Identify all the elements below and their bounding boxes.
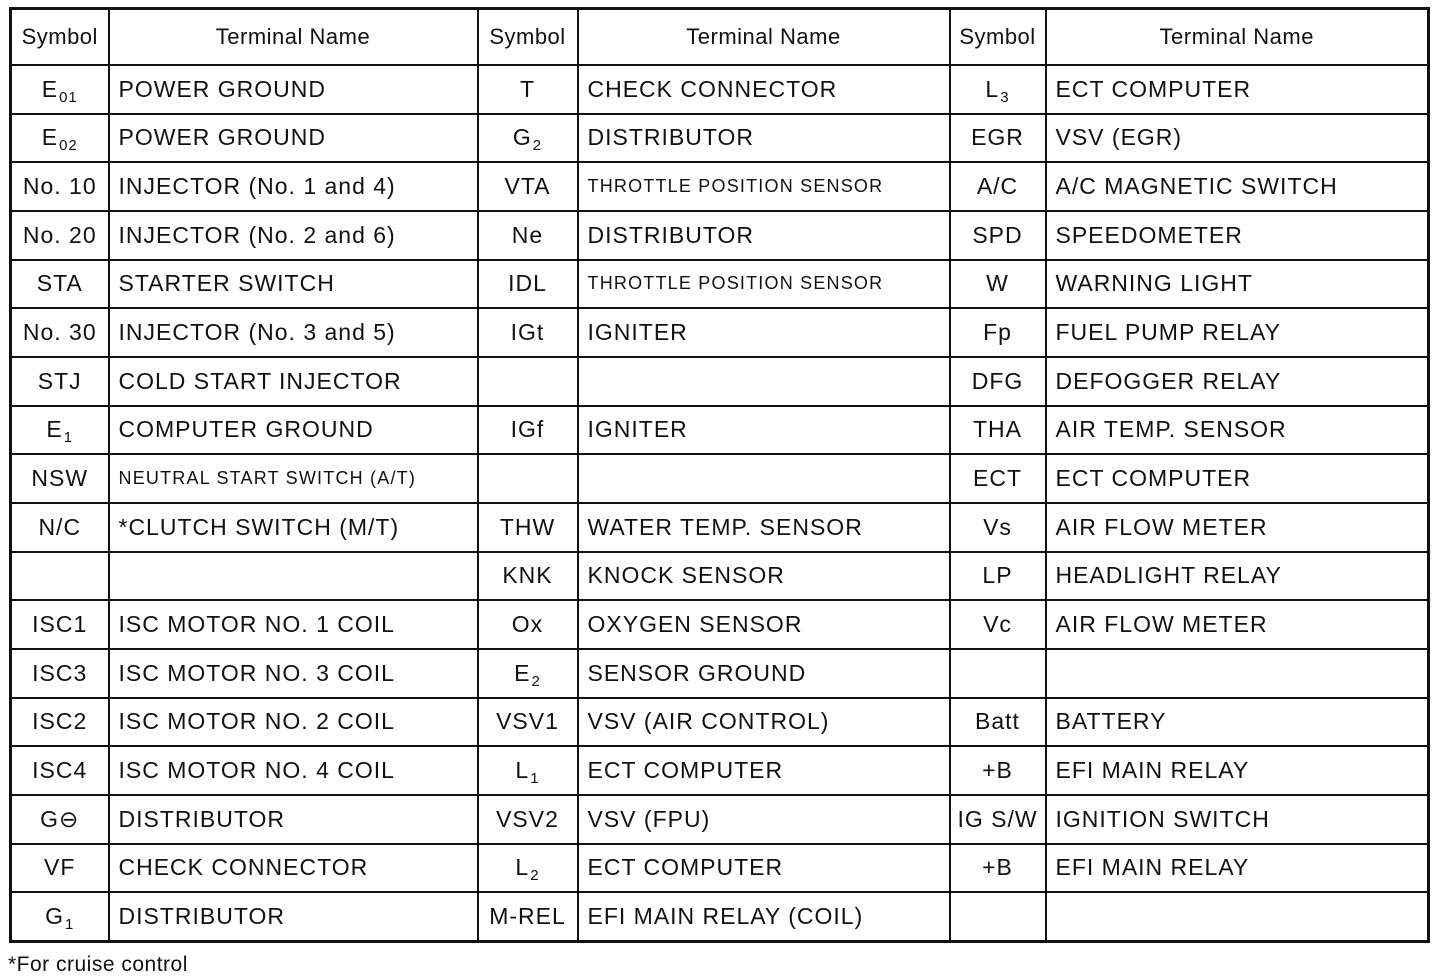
symbol-cell	[11, 649, 109, 698]
table-row	[11, 892, 1429, 941]
symbol-subscript: 2	[531, 672, 541, 690]
terminal-name-cell: KNOCK SENSOR	[578, 552, 950, 601]
symbol-cell	[11, 211, 109, 260]
terminal-name-cell: OXYGEN SENSOR	[578, 600, 950, 649]
symbol-text: IGt	[510, 319, 545, 346]
symbol-text: IGf	[510, 416, 545, 443]
symbol-subscript: 2	[532, 137, 543, 155]
terminal-name-cell: ISC MOTOR NO. 1 COIL	[109, 600, 478, 649]
terminal-name-cell: WATER TEMP. SENSOR	[578, 503, 950, 552]
footnote: *For cruise control	[8, 953, 188, 976]
symbol-text: E	[41, 124, 59, 151]
symbol-cell	[11, 406, 109, 455]
symbol-text: NSW	[31, 465, 89, 492]
symbol-cell	[950, 114, 1046, 163]
symbol-cell	[478, 746, 578, 795]
symbol-cell	[950, 795, 1046, 844]
table-row	[11, 552, 1429, 601]
terminal-name-cell: FUEL PUMP RELAY	[1046, 308, 1429, 357]
symbol-cell	[11, 600, 109, 649]
symbol-cell	[950, 892, 1046, 941]
terminal-name-cell: IGNITION SWITCH	[1046, 795, 1429, 844]
symbol-text: ISC1	[32, 611, 88, 638]
terminal-name-cell: ISC MOTOR NO. 3 COIL	[109, 649, 478, 698]
terminal-name-cell: DEFOGGER RELAY	[1046, 357, 1429, 406]
terminal-name-cell: ECT COMPUTER	[578, 746, 950, 795]
terminal-name-cell: AIR TEMP. SENSOR	[1046, 406, 1429, 455]
symbol-text: Fp	[983, 319, 1012, 346]
symbol-text: Ox	[511, 611, 544, 638]
terminal-name-cell: BATTERY	[1046, 698, 1429, 747]
symbol-subscript: 01	[59, 88, 78, 106]
terminal-name-cell: STARTER SWITCH	[109, 260, 478, 309]
terminal-name-cell: POWER GROUND	[109, 114, 478, 163]
symbol-text: VSV1	[496, 708, 559, 735]
col-header-terminal-name: Terminal Name	[1046, 9, 1429, 66]
symbol-text: E	[41, 75, 59, 102]
symbol-text: SPD	[972, 221, 1023, 248]
terminal-name-cell: CHECK CONNECTOR	[109, 844, 478, 893]
terminal-name-cell	[578, 454, 950, 503]
symbol-cell	[478, 454, 578, 503]
symbol-cell	[950, 649, 1046, 698]
symbol-cell	[478, 308, 578, 357]
table-row	[11, 600, 1429, 649]
symbol-text: L	[515, 854, 530, 881]
symbol-cell	[11, 795, 109, 844]
table-body	[11, 65, 1429, 942]
symbol-cell	[11, 65, 109, 114]
symbol-text: L	[515, 757, 530, 784]
terminal-name-cell: HEADLIGHT RELAY	[1046, 552, 1429, 601]
terminal-name-cell: VSV (FPU)	[578, 795, 950, 844]
symbol-text: G⊖	[40, 805, 80, 832]
terminal-name-cell: ECT COMPUTER	[578, 844, 950, 893]
symbol-text: THW	[499, 513, 556, 540]
symbol-text: +B	[982, 854, 1013, 881]
terminal-name-cell	[109, 552, 478, 601]
terminal-name-cell: AIR FLOW METER	[1046, 600, 1429, 649]
symbol-text: DFG	[971, 367, 1024, 394]
col-header-symbol: Symbol	[478, 9, 578, 66]
symbol-cell	[478, 552, 578, 601]
symbol-text: VSV2	[496, 805, 559, 832]
symbol-cell	[478, 844, 578, 893]
symbol-cell	[11, 503, 109, 552]
symbol-text: E	[46, 416, 63, 443]
terminal-name-cell: POWER GROUND	[109, 65, 478, 114]
symbol-cell	[950, 357, 1046, 406]
symbol-text: EGR	[971, 124, 1024, 151]
symbol-text: ISC4	[32, 757, 88, 784]
symbol-text: E	[514, 659, 531, 686]
symbol-cell	[950, 162, 1046, 211]
symbol-text: N/C	[38, 513, 82, 540]
terminal-name-cell: DISTRIBUTOR	[109, 795, 478, 844]
table-row	[11, 114, 1429, 163]
terminal-name-cell: INJECTOR (No. 3 and 5)	[109, 308, 478, 357]
table-row	[11, 454, 1429, 503]
symbol-cell	[950, 454, 1046, 503]
symbol-cell	[478, 260, 578, 309]
terminal-name-cell: COLD START INJECTOR	[109, 357, 478, 406]
terminal-name-cell: COMPUTER GROUND	[109, 406, 478, 455]
table-row	[11, 65, 1429, 114]
terminal-name-cell: WARNING LIGHT	[1046, 260, 1429, 309]
symbol-cell	[478, 795, 578, 844]
symbol-cell	[478, 892, 578, 941]
terminal-name-cell: AIR FLOW METER	[1046, 503, 1429, 552]
terminal-name-cell: SENSOR GROUND	[578, 649, 950, 698]
symbol-text: Vc	[983, 611, 1012, 638]
symbol-text: +B	[982, 757, 1013, 784]
symbol-cell	[11, 357, 109, 406]
terminal-name-cell: ISC MOTOR NO. 2 COIL	[109, 698, 478, 747]
table-row	[11, 503, 1429, 552]
symbol-cell	[478, 114, 578, 163]
terminal-name-cell: DISTRIBUTOR	[578, 211, 950, 260]
symbol-cell	[11, 114, 109, 163]
symbol-cell	[950, 552, 1046, 601]
symbol-cell	[478, 698, 578, 747]
symbol-cell	[950, 211, 1046, 260]
terminal-name-cell: EFI MAIN RELAY (COIL)	[578, 892, 950, 941]
symbol-text: STA	[36, 270, 83, 297]
terminal-name-cell	[578, 357, 950, 406]
symbol-cell	[11, 892, 109, 941]
symbol-cell	[478, 649, 578, 698]
symbol-cell	[478, 357, 578, 406]
symbol-text: THA	[973, 416, 1022, 443]
symbol-text: Ne	[511, 221, 544, 248]
terminal-name-cell: THROTTLE POSITION SENSOR	[578, 260, 950, 309]
symbol-subscript: 3	[1000, 88, 1010, 106]
symbol-text: W	[986, 270, 1009, 297]
terminal-name-cell: DISTRIBUTOR	[578, 114, 950, 163]
terminal-name-cell: INJECTOR (No. 1 and 4)	[109, 162, 478, 211]
symbol-subscript: 1	[65, 916, 75, 934]
symbol-text: ISC3	[32, 659, 88, 686]
terminal-table	[9, 7, 1430, 943]
symbol-subscript: 1	[63, 429, 74, 447]
symbol-cell	[11, 260, 109, 309]
symbol-cell	[478, 406, 578, 455]
symbol-text: L	[985, 75, 1000, 102]
terminal-name-cell: *CLUTCH SWITCH (M/T)	[109, 503, 478, 552]
table-row	[11, 357, 1429, 406]
col-header-symbol: Symbol	[11, 9, 109, 66]
table-row	[11, 211, 1429, 260]
symbol-cell	[950, 600, 1046, 649]
symbol-text: Batt	[975, 708, 1020, 735]
terminal-name-cell: VSV (AIR CONTROL)	[578, 698, 950, 747]
terminal-name-cell: CHECK CONNECTOR	[578, 65, 950, 114]
terminal-name-cell: EFI MAIN RELAY	[1046, 746, 1429, 795]
table-row	[11, 260, 1429, 309]
terminal-name-cell: ECT COMPUTER	[1046, 454, 1429, 503]
table-row	[11, 795, 1429, 844]
symbol-text: No. 10	[22, 173, 97, 200]
symbol-cell	[11, 698, 109, 747]
symbol-cell	[11, 308, 109, 357]
terminal-name-cell: VSV (EGR)	[1046, 114, 1429, 163]
table-row	[11, 844, 1429, 893]
symbol-text: IG S/W	[957, 805, 1038, 832]
symbol-subscript: 1	[530, 770, 540, 788]
symbol-cell	[478, 65, 578, 114]
symbol-text: KNK	[502, 562, 553, 589]
terminal-name-cell: A/C MAGNETIC SWITCH	[1046, 162, 1429, 211]
symbol-text: G	[512, 124, 532, 151]
symbol-cell	[11, 552, 109, 601]
terminal-name-cell: THROTTLE POSITION SENSOR	[578, 162, 950, 211]
col-header-terminal-name: Terminal Name	[578, 9, 950, 66]
table-row	[11, 406, 1429, 455]
symbol-text: M-REL	[489, 903, 566, 930]
table-row	[11, 649, 1429, 698]
symbol-cell	[11, 844, 109, 893]
symbol-text: IDL	[508, 270, 547, 297]
symbol-text: Vs	[983, 513, 1012, 540]
symbol-cell	[950, 503, 1046, 552]
symbol-text: G	[45, 903, 65, 930]
symbol-text: No. 20	[22, 221, 97, 248]
symbol-text: A/C	[976, 173, 1019, 200]
symbol-cell	[478, 211, 578, 260]
symbol-cell	[950, 698, 1046, 747]
table-row	[11, 162, 1429, 211]
terminal-name-cell: SPEEDOMETER	[1046, 211, 1429, 260]
symbol-text: VTA	[504, 173, 551, 200]
table-row	[11, 308, 1429, 357]
table-header-row	[11, 9, 1429, 66]
symbol-cell	[11, 454, 109, 503]
symbol-cell	[950, 746, 1046, 795]
symbol-cell	[478, 503, 578, 552]
symbol-cell	[478, 600, 578, 649]
symbol-text: LP	[982, 562, 1013, 589]
symbol-text: No. 30	[22, 319, 97, 346]
col-header-terminal-name: Terminal Name	[109, 9, 478, 66]
symbol-cell	[950, 844, 1046, 893]
symbol-cell	[478, 162, 578, 211]
symbol-cell	[950, 260, 1046, 309]
terminal-name-cell: NEUTRAL START SWITCH (A/T)	[109, 454, 478, 503]
symbol-text: ISC2	[32, 708, 88, 735]
terminal-name-cell: ISC MOTOR NO. 4 COIL	[109, 746, 478, 795]
terminal-name-cell	[1046, 649, 1429, 698]
symbol-text: ECT	[973, 465, 1022, 492]
symbol-subscript: 02	[59, 137, 78, 155]
symbol-text: STJ	[37, 367, 82, 394]
terminal-name-cell: IGNITER	[578, 406, 950, 455]
symbol-cell	[950, 65, 1046, 114]
symbol-text: VF	[44, 854, 76, 881]
table-row	[11, 698, 1429, 747]
col-header-symbol: Symbol	[950, 9, 1046, 66]
terminal-name-cell: ECT COMPUTER	[1046, 65, 1429, 114]
terminal-name-cell	[1046, 892, 1429, 941]
terminal-name-cell: IGNITER	[578, 308, 950, 357]
symbol-cell	[11, 162, 109, 211]
symbol-cell	[11, 746, 109, 795]
symbol-cell	[950, 406, 1046, 455]
table-row	[11, 746, 1429, 795]
symbol-cell	[950, 308, 1046, 357]
symbol-text: T	[519, 75, 536, 102]
terminal-name-cell: DISTRIBUTOR	[109, 892, 478, 941]
terminal-name-cell: INJECTOR (No. 2 and 6)	[109, 211, 478, 260]
terminal-name-cell: EFI MAIN RELAY	[1046, 844, 1429, 893]
symbol-subscript: 2	[530, 867, 540, 885]
